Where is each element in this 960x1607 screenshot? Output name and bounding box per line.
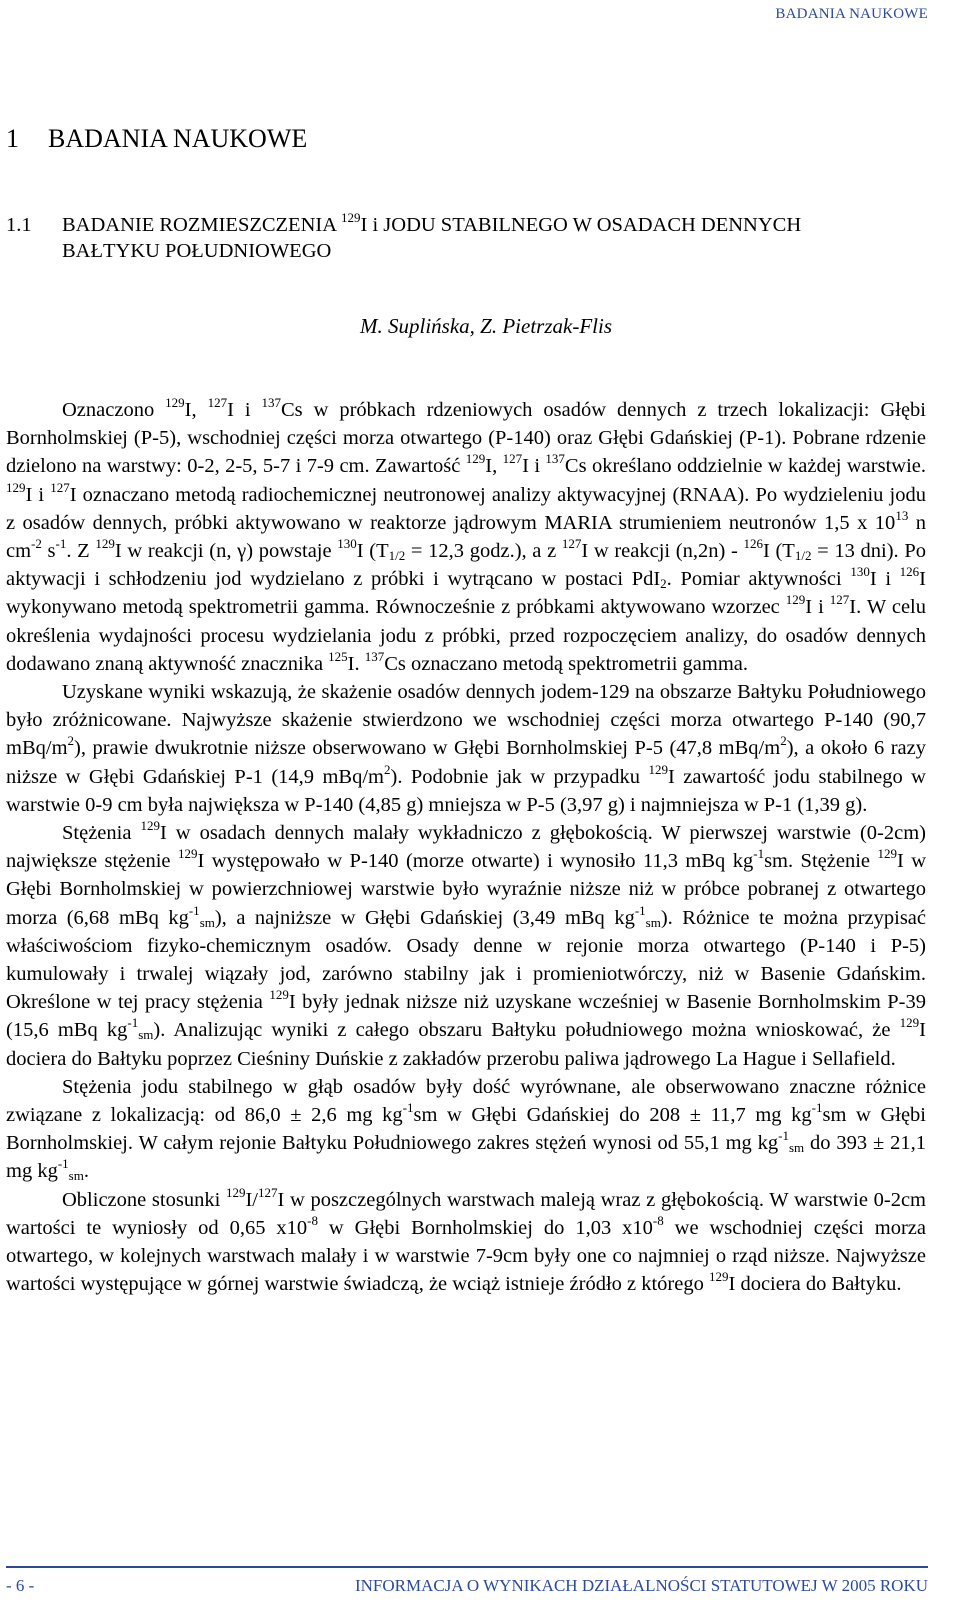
text-run: Oznaczono: [62, 399, 166, 421]
text-run: I i: [805, 596, 830, 619]
text-run: I. W celu określenia wydajności procesu wydzielania jodu z próbki, przed rozpoczęciem analizy, do osadów dennych dodawano znaną aktywność znacznika: [6, 596, 926, 675]
superscript: 129: [648, 761, 668, 777]
superscript: 129: [877, 846, 897, 862]
text-run: I i: [25, 483, 51, 506]
superscript: 129: [165, 395, 185, 410]
superscript: 130: [337, 536, 357, 552]
text-run: = 12,3 godz.), a z: [405, 540, 562, 563]
superscript: -2: [31, 536, 42, 552]
text-run: sm w Głębi Bornholmskiej. W całym rejonie Bałtyku Południowego zakres stężeń wynosi od 55,1 mg kg: [6, 1104, 926, 1155]
superscript: 129: [95, 536, 115, 552]
paragraph: [6, 396, 926, 678]
text-run: we wschodniej części morza otwartego, w kolejnych warstwach malały i w warstwie 7-9cm były one co najmniej o rząd niższe. Najwyższe wartości występujące w górnej warstwie świadczą, że wciąż istnieje źródło z którego: [6, 1216, 926, 1296]
superscript: 137: [261, 395, 281, 410]
superscript: -1: [811, 1100, 823, 1116]
text-run: I.: [347, 652, 365, 675]
text-run: I w osadach dennych malały wykładniczo z głębokością. W pierwszej warstwie (0-2cm) największe stężenie: [6, 822, 926, 873]
subscript: sm: [199, 914, 215, 930]
superscript: 2: [384, 761, 391, 777]
superscript: 129: [465, 451, 486, 467]
section-number: 1: [6, 124, 19, 153]
subscript: 1/2: [794, 548, 812, 564]
subsection-title-part-b: I i JODU STABILNEGO W OSADACH DENNYCH: [360, 214, 802, 236]
text-run: Obliczone stosunki: [62, 1188, 226, 1211]
superscript: 2: [780, 733, 787, 749]
superscript: 129: [140, 818, 160, 834]
text-run: sm w Głębi Gdańskiej do 208 ± 11,7 mg kg: [413, 1104, 812, 1127]
text-run: I (T: [762, 540, 795, 563]
subscript: sm: [789, 1140, 805, 1156]
superscript: 129: [709, 1269, 729, 1285]
text-run: = 13 dni). Po aktywacji i schłodzeniu jod wydzielano z próbki i wytrącano w postaci PdI: [6, 540, 926, 591]
subsection-title-part-a: BADANIE ROZMIESZCZENIA: [62, 214, 342, 236]
text-run: I wykonywano metodą spektrometrii gamma. Równocześnie z próbkami aktywowano wzorzec: [6, 568, 926, 619]
superscript: 129: [6, 479, 26, 495]
superscript: -1: [753, 846, 765, 862]
authors-line: M. Suplińska, Z. Pietrzak-Flis: [360, 314, 612, 338]
superscript: 127: [829, 592, 850, 608]
superscript: 126: [899, 564, 920, 580]
superscript: 127: [561, 536, 582, 552]
footer-publication-title: INFORMACJA O WYNIKACH DZIAŁALNOŚCI STATUTOWEJ W 2005 ROKU: [354, 1576, 928, 1595]
text-run: ), a najniższe w Głębi Gdańskiej (3,49 mBq kg: [214, 906, 635, 929]
subscript: sm: [68, 1168, 84, 1184]
superscript: 137: [364, 648, 385, 664]
subsection-title-line-2: BAŁTYKU POŁUDNIOWEGO: [62, 240, 332, 262]
footer-rule: [6, 1566, 928, 1568]
text-run: . Z: [66, 540, 96, 563]
superscript: 13: [895, 507, 909, 523]
paragraph: [6, 678, 926, 819]
text-run: Stężenia jodu stabilnego w głąb osadów były dość wyrównane, ale obserwowano znaczne różnice związane z lokalizacją: od 86,0 ± 2,6 mg kg: [6, 1075, 926, 1127]
text-run: I oznaczano metodą radiochemicznej neutronowej analizy aktywacyjnej (RNAA). Po wydzieleniu jodu z osadów dennych, próbki aktywowano w reaktorze jądrowym MARIA strumieniem neutronów 1,5 x 10: [6, 483, 926, 534]
superscript: 129: [177, 846, 198, 862]
superscript: -8: [307, 1212, 318, 1228]
paragraph: [6, 1073, 926, 1186]
text-run: ). Podobnie jak w przypadku: [390, 765, 649, 788]
text-run: I,: [184, 399, 208, 421]
text-run: I w reakcji (n,2n) -: [581, 540, 744, 563]
superscript: 125: [328, 648, 348, 664]
superscript: -1: [402, 1100, 414, 1116]
superscript: -1: [188, 902, 200, 918]
text-run: I zawartość jodu stabilnego w warstwie 0-9 cm była największa w P-140 (4,85 g) mniejsza w P-5 (3,97 g) i najmniejsza w P-1 (1,39 g).: [6, 765, 926, 816]
body-text: [6, 396, 926, 1299]
subsection-number: 1.1: [6, 214, 32, 236]
superscript: 127: [50, 479, 70, 495]
text-run: s: [41, 540, 56, 563]
superscript: 2: [67, 733, 75, 749]
subscript: sm: [138, 1027, 154, 1043]
section-heading: [6, 124, 307, 154]
superscript: -8: [652, 1212, 664, 1228]
text-run: I,: [485, 455, 503, 478]
text-run: I i: [869, 568, 900, 591]
text-run: ), prawie dwukrotnie niższe obserwowano w Głębi Bornholmskiej P-5 (47,8 mBq/m: [74, 737, 781, 760]
text-run: w Głębi Bornholmskiej do 1,03 x10: [318, 1216, 653, 1239]
superscript: 130: [850, 564, 870, 580]
superscript: -1: [127, 1015, 139, 1031]
text-run: I w poszczególnych warstwach maleją wraz z głębokością. W warstwie 0-2cm wartości te wyniosły od 0,65 x10: [6, 1188, 926, 1239]
text-run: I w Głębi Bornholmskiej w powierzchniowej warstwie było wyraźnie niższe niż w próbce pobranej z otwartego morza (6,68 mBq kg: [6, 850, 926, 929]
text-run: I i: [227, 399, 262, 421]
paragraph: [6, 1186, 926, 1299]
text-run: Uzyskane wyniki wskazują, że skażenie osadów dennych jodem-129 na obszarze Bałtyku Południowego było zróżnicowane. Najwyższe skażenie stwierdzono we wschodniej części morza otwartego P-140 (90,7 mBq/m: [6, 681, 926, 760]
text-run: I i: [522, 455, 546, 478]
subscript: 1/2: [388, 548, 406, 564]
text-run: I (T: [356, 540, 389, 563]
paragraph: [6, 819, 926, 1073]
text-run: I występowało w P-140 (morze otwarte) i wynosiło 11,3 mBq kg: [197, 850, 754, 873]
superscript: 129: [785, 592, 806, 608]
subsection-title-line-1: [6, 212, 926, 238]
text-run: I dociera do Bałtyku poprzez Cieśniny Duńskie z zakładów przerobu paliwa jądrowego La Hague i Sellafield.: [6, 1019, 926, 1070]
text-run: I w reakcji (n, γ) powstaje: [114, 540, 338, 563]
text-run: I dociera do Bałtyku.: [728, 1273, 902, 1296]
superscript: 129: [269, 987, 289, 1003]
running-header: BADANIA NAUKOWE: [775, 6, 928, 22]
text-run: ). Analizując wyniki z całego obszaru Bałtyku południowego można wnioskować, że: [153, 1019, 900, 1042]
superscript: -1: [55, 536, 67, 552]
subsection-title-superscript: 129: [341, 210, 361, 225]
subscript: 2: [660, 576, 667, 592]
text-run: Cs w próbkach rdzeniowych osadów dennych z trzech lokalizacji: Głębi Bornholmskiej (P-5), wschodniej części morza otwartego (P-140) oraz Głębi Gdańskiej (P-1). Pobrane rdzenie dzielono na warstwy: 0-2, 2-5, 5-7 i 7-9 cm. Zawartość: [6, 399, 926, 478]
text-run: I były jednak niższe niż uzyskane wcześniej w Basenie Bornholmskim P-39 (15,6 mBq kg: [6, 991, 926, 1042]
text-run: ), a około 6 razy niższe w Głębi Gdańskiej P-1 (14,9 mBq/m: [6, 737, 926, 788]
text-run: do 393 ± 21,1 mg kg: [6, 1132, 926, 1183]
text-run: Stężenia: [62, 822, 141, 845]
superscript: 127: [257, 1184, 278, 1200]
text-run: I/: [245, 1188, 258, 1211]
superscript: -1: [57, 1156, 69, 1172]
text-run: Cs określano oddzielnie w każdej warstwie.: [564, 455, 926, 478]
subsection-heading: [6, 212, 926, 264]
superscript: 137: [545, 451, 565, 467]
text-run: .: [83, 1160, 89, 1183]
superscript: 127: [502, 451, 523, 467]
text-run: . Pomiar aktywności: [666, 568, 851, 591]
text-run: Cs oznaczano metodą spektrometrii gamma.: [384, 652, 749, 675]
superscript: 129: [225, 1184, 246, 1200]
superscript: 129: [899, 1015, 920, 1031]
page-number: - 6 -: [6, 1576, 35, 1595]
text-run: n cm: [6, 511, 927, 563]
superscript: -1: [634, 902, 646, 918]
text-run: ). Różnice te można przypisać właściwościom fizyko-chemicznym osadów. Osady denne w rejonie morza otwartego (P-140 i P-5) kumulowały i trwalej wiązały jod, zarówno stabilny jak i promieniotwórczy, niż w Basenie Gdańskim. Określone w tej pracy stężenia: [6, 906, 926, 1014]
text-run: sm. Stężenie: [764, 850, 878, 873]
section-title: BADANIA NAUKOWE: [48, 124, 308, 153]
superscript: -1: [778, 1128, 789, 1144]
superscript: 127: [207, 395, 228, 410]
superscript: 126: [743, 536, 763, 552]
subscript: sm: [645, 914, 661, 930]
